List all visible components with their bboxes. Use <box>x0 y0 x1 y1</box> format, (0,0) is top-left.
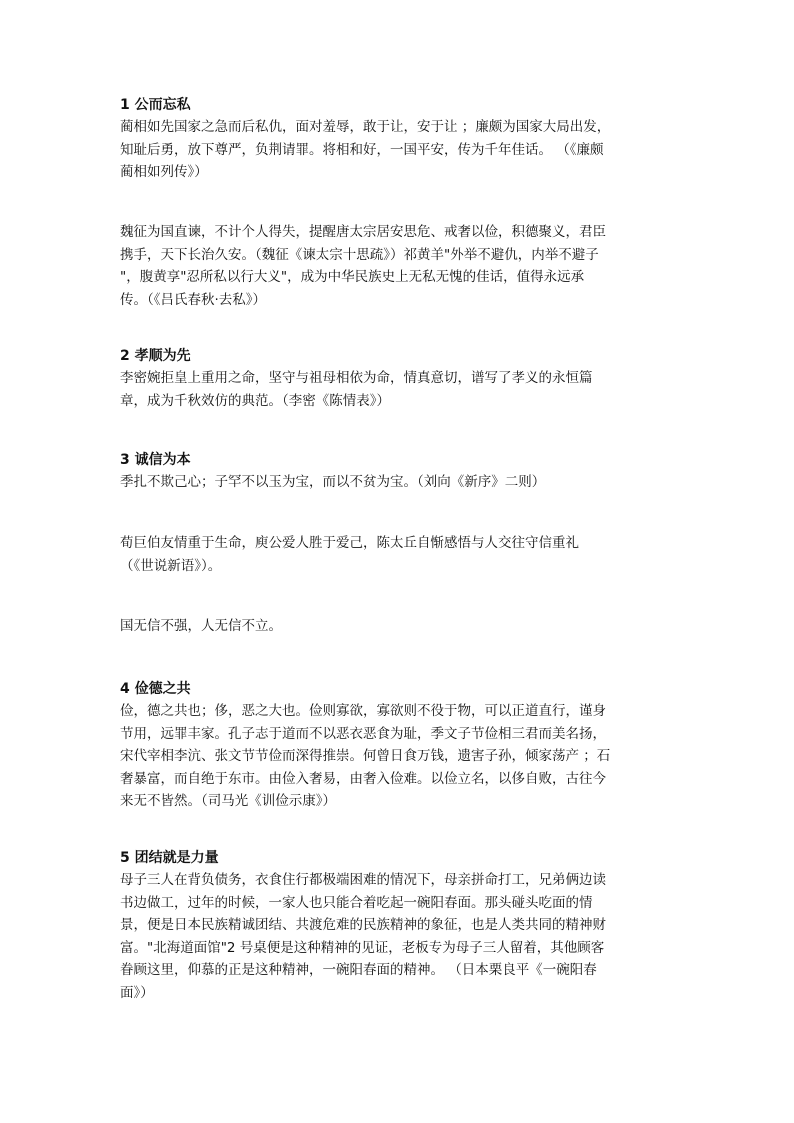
text-line: 国无信不强，人无信不立。 <box>120 618 282 634</box>
text-line: 宋代宰相李沆、张文节节俭而深得推崇。何曾日食万钱，遗害子孙，倾家荡产 ；石 <box>120 748 611 764</box>
text-line: 知耻后勇，放下尊严，负荆请罪。将相和好，一国平安，传为千年佳话。 （《廉颇 <box>120 141 604 158</box>
text-line: 传。（《吕氏春秋·去私》） <box>120 291 267 308</box>
text-line: 母子三人在背负债务，衣食住行都极端困难的情况下，母亲拼命打工，兄弟俩边读 <box>120 872 606 888</box>
section-2 <box>120 345 680 412</box>
text-line: 季扎不欺己心；子罕不以玉为宝，而以不贫为宝。（刘向《新序》二则） <box>120 474 546 490</box>
text-line: 魏征为国直谏，不计个人得失，提醒唐太宗居安思危、戒奢以俭，积德聚义，君臣 <box>120 224 606 240</box>
text-line: 节用，远罪丰家。孔子志于道而不以恶衣恶食为耻，季文子节俭相三君而美名扬， <box>120 725 606 742</box>
section-1 <box>120 94 680 184</box>
text-line: 李密婉拒皇上重用之命，坚守与祖母相依为命，情真意切，谱写了孝义的永恒篇 <box>120 370 593 386</box>
text-line: 眷顾这里，仰慕的正是这种精神，一碗阳春面的精神。 （日本栗良平《一碗阳春 <box>120 962 597 978</box>
text-line: 蔺相如先国家之急而后私仇，面对羞辱，敢于让，安于让 ；廉颇为国家大局出发， <box>120 119 611 135</box>
text-line: 面》） <box>120 984 154 1001</box>
text-line: 俭，德之共也；侈，恶之大也。俭则寡欲，寡欲则不役于物，可以正道直行，谨身 <box>120 703 606 719</box>
paragraph <box>120 116 680 184</box>
text-line: 书边做工，过年的时候，一家人也只能合着吃起一碗阳春面。那头碰头吃面的情 <box>120 894 593 911</box>
section-heading: 1 公而忘私 <box>120 97 191 113</box>
section-3-paragraph-2 <box>120 532 680 577</box>
section-heading: 5 团结就是力量 <box>120 850 219 866</box>
section-3-paragraph-3 <box>120 615 680 638</box>
section-4 <box>120 678 680 813</box>
text-line: 章，成为千秋效仿的典范。（李密《陈情表》） <box>120 392 390 409</box>
text-line: 奢暴富，而自绝于东市。由俭入奢易，由奢入俭难。以俭立名，以侈自败，古往今 <box>120 770 606 787</box>
text-line: 荀巨伯友情重于生命，庾公爱人胜于爱己，陈太丘自惭感悟与人交往守信重礼 <box>120 535 579 551</box>
text-line: 蔺相如列传》） <box>120 164 208 180</box>
section-3 <box>120 449 680 494</box>
section-1-paragraph-2 <box>120 221 680 311</box>
text-line: 富。"北海道面馆"2 号桌便是这种精神的见证，老板专为母子三人留着，其他顾客 <box>120 939 605 956</box>
text-line: 来无不皆然。（司马光《训俭示康》） <box>120 793 336 809</box>
section-heading: 3 诚信为本 <box>120 452 191 468</box>
section-heading: 4 俭德之共 <box>120 681 191 697</box>
section-5 <box>120 847 680 1004</box>
text-line: 景，便是日本民族精诚团结、共渡危难的民族精神的象征，也是人类共同的精神财 <box>120 917 606 933</box>
section-heading: 2 孝顺为先 <box>120 348 191 364</box>
text-line: （《世说新语》）。 <box>120 557 222 574</box>
text-line: "，腹黄享"忍所私以行大义"，成为中华民族史上无私无愧的佳话，值得永远承 <box>120 269 585 285</box>
text-line: 携手，天下长治久安。（魏征《谏太宗十思疏》）祁黄羊"外举不避仇，内举不避子 <box>120 246 599 263</box>
